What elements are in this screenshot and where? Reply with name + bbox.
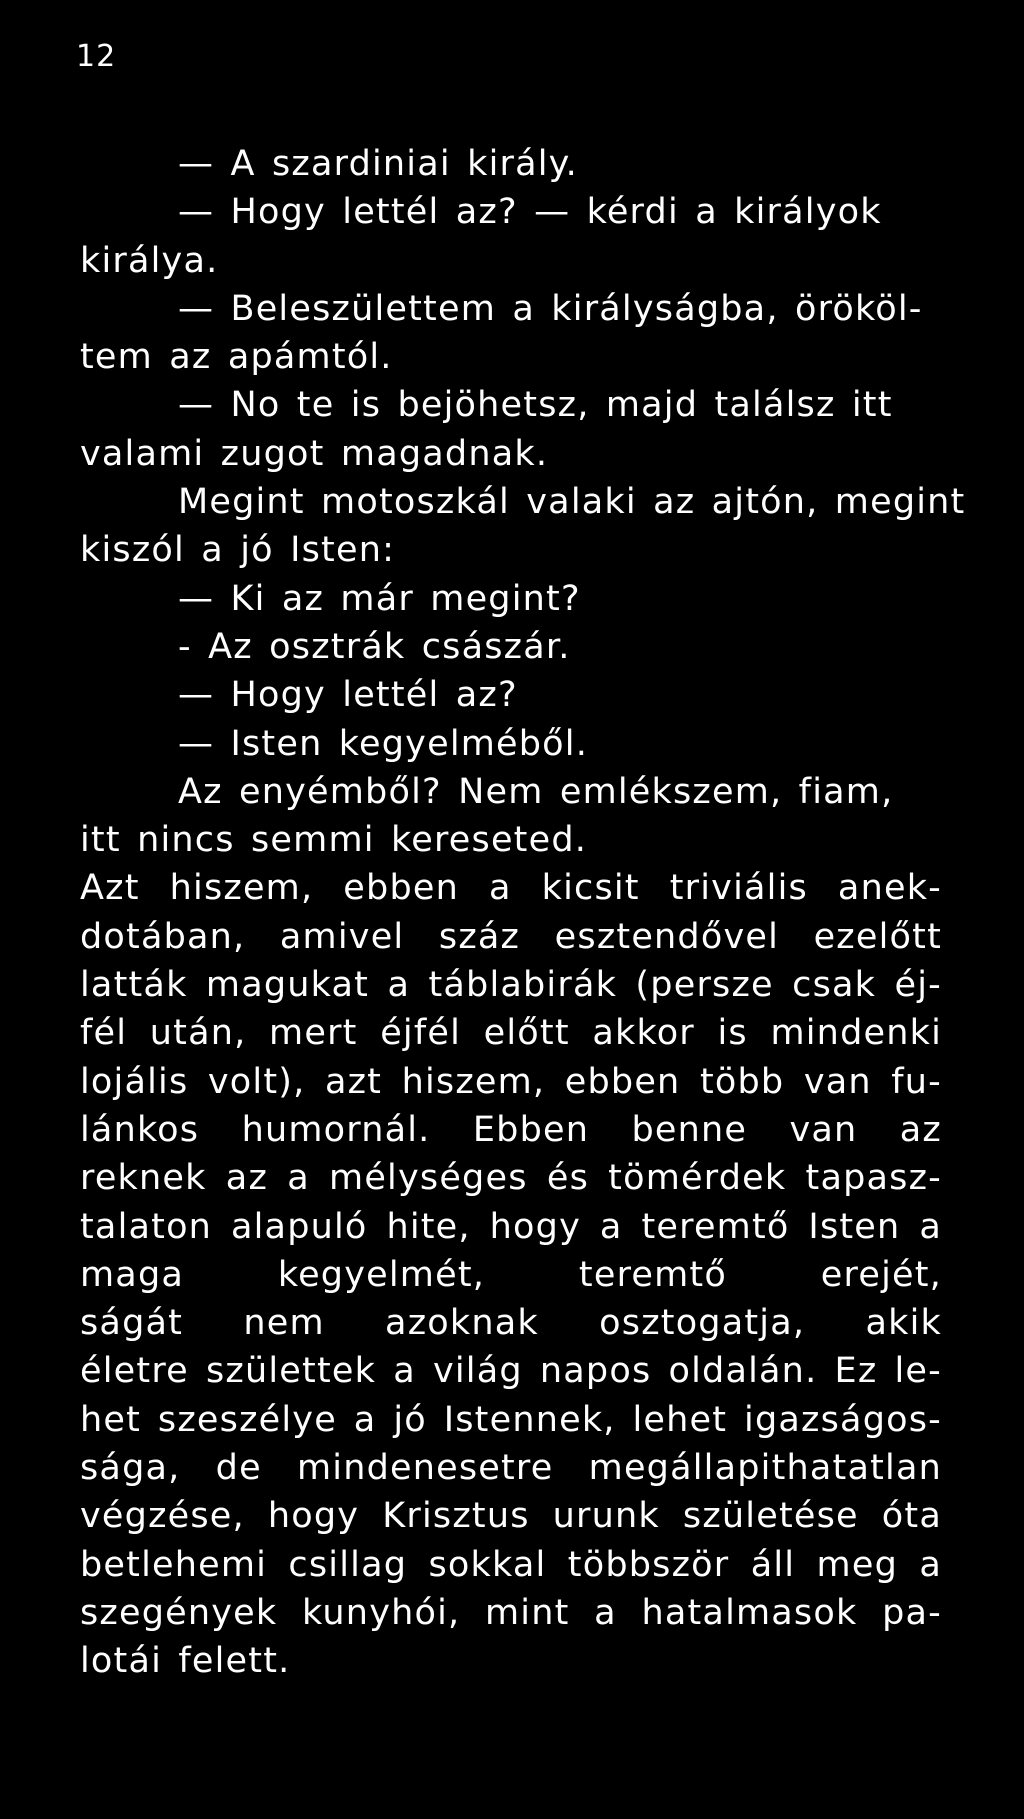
page-number: 12 (76, 39, 117, 74)
text-line: sága, de mindenesetre megállapithatatlan (80, 1448, 942, 1489)
text-line: het szeszélye a jó Istennek, lehet igazságos- (80, 1399, 942, 1440)
text-line: — A szardiniai király. (80, 144, 578, 184)
text-line: kiszól a jó Isten: (80, 530, 396, 571)
text-line: dotában, amivel száz esztendővel ezelőtt (80, 916, 942, 957)
text-line: lotái felett. (80, 1641, 291, 1682)
text-line: — Isten kegyelméből. (80, 723, 589, 764)
text-line: életre születtek a világ napos oldalán. Ez le- (80, 1351, 942, 1392)
text-line: betlehemi csillag sokkal többször áll meg a (80, 1544, 942, 1585)
text-line: — No te is bejöhetsz, majd találsz itt (80, 385, 893, 426)
text-line: Megint motoszkál valaki az ajtón, megint (80, 482, 966, 523)
text-line: — Hogy lettél az? — kérdi a királyok (80, 192, 882, 233)
text-line: Az enyémből? Nem emlékszem, fiam, (80, 771, 894, 812)
text-line: reknek az a mélységes és tömérdek tapasz- (80, 1158, 942, 1199)
text-line: itt nincs semmi kereseted. (80, 820, 588, 861)
body-text (80, 140, 966, 1686)
text-line: szegények kunyhói, mint a hatalmasok pa- (80, 1592, 942, 1633)
text-line: valami zugot magadnak. (80, 433, 549, 474)
text-line: Azt hiszem, ebben a kicsit triviális anek- (80, 868, 942, 909)
text-line: latták magukat a táblabirák (persze csak éj- (80, 965, 942, 1006)
text-line: tem az apámtól. (80, 337, 393, 378)
text-line: fél után, mert éjfél előtt akkor is mindenki (80, 1013, 942, 1054)
text-line: ságát nem azoknak osztogatja, akik (80, 1303, 942, 1344)
text-line: maga kegyelmét, teremtő erejét, (80, 1254, 942, 1295)
text-line: — Beleszülettem a királyságba, örököl- (80, 288, 923, 329)
text-line: lojális volt), azt hiszem, ebben több van fu- (80, 1061, 942, 1102)
text-line: talaton alapuló hite, hogy a teremtő Isten a (80, 1206, 942, 1247)
text-line: - Az osztrák császár. (80, 626, 571, 667)
text-line: végzése, hogy Krisztus urunk születése óta (80, 1496, 942, 1537)
text-line: — Ki az már megint? (80, 578, 581, 619)
text-line: — Hogy lettél az? (80, 675, 518, 716)
text-line: lánkos humornál. Ebben benne van az (80, 1109, 942, 1150)
text-line: királya. (80, 240, 219, 281)
